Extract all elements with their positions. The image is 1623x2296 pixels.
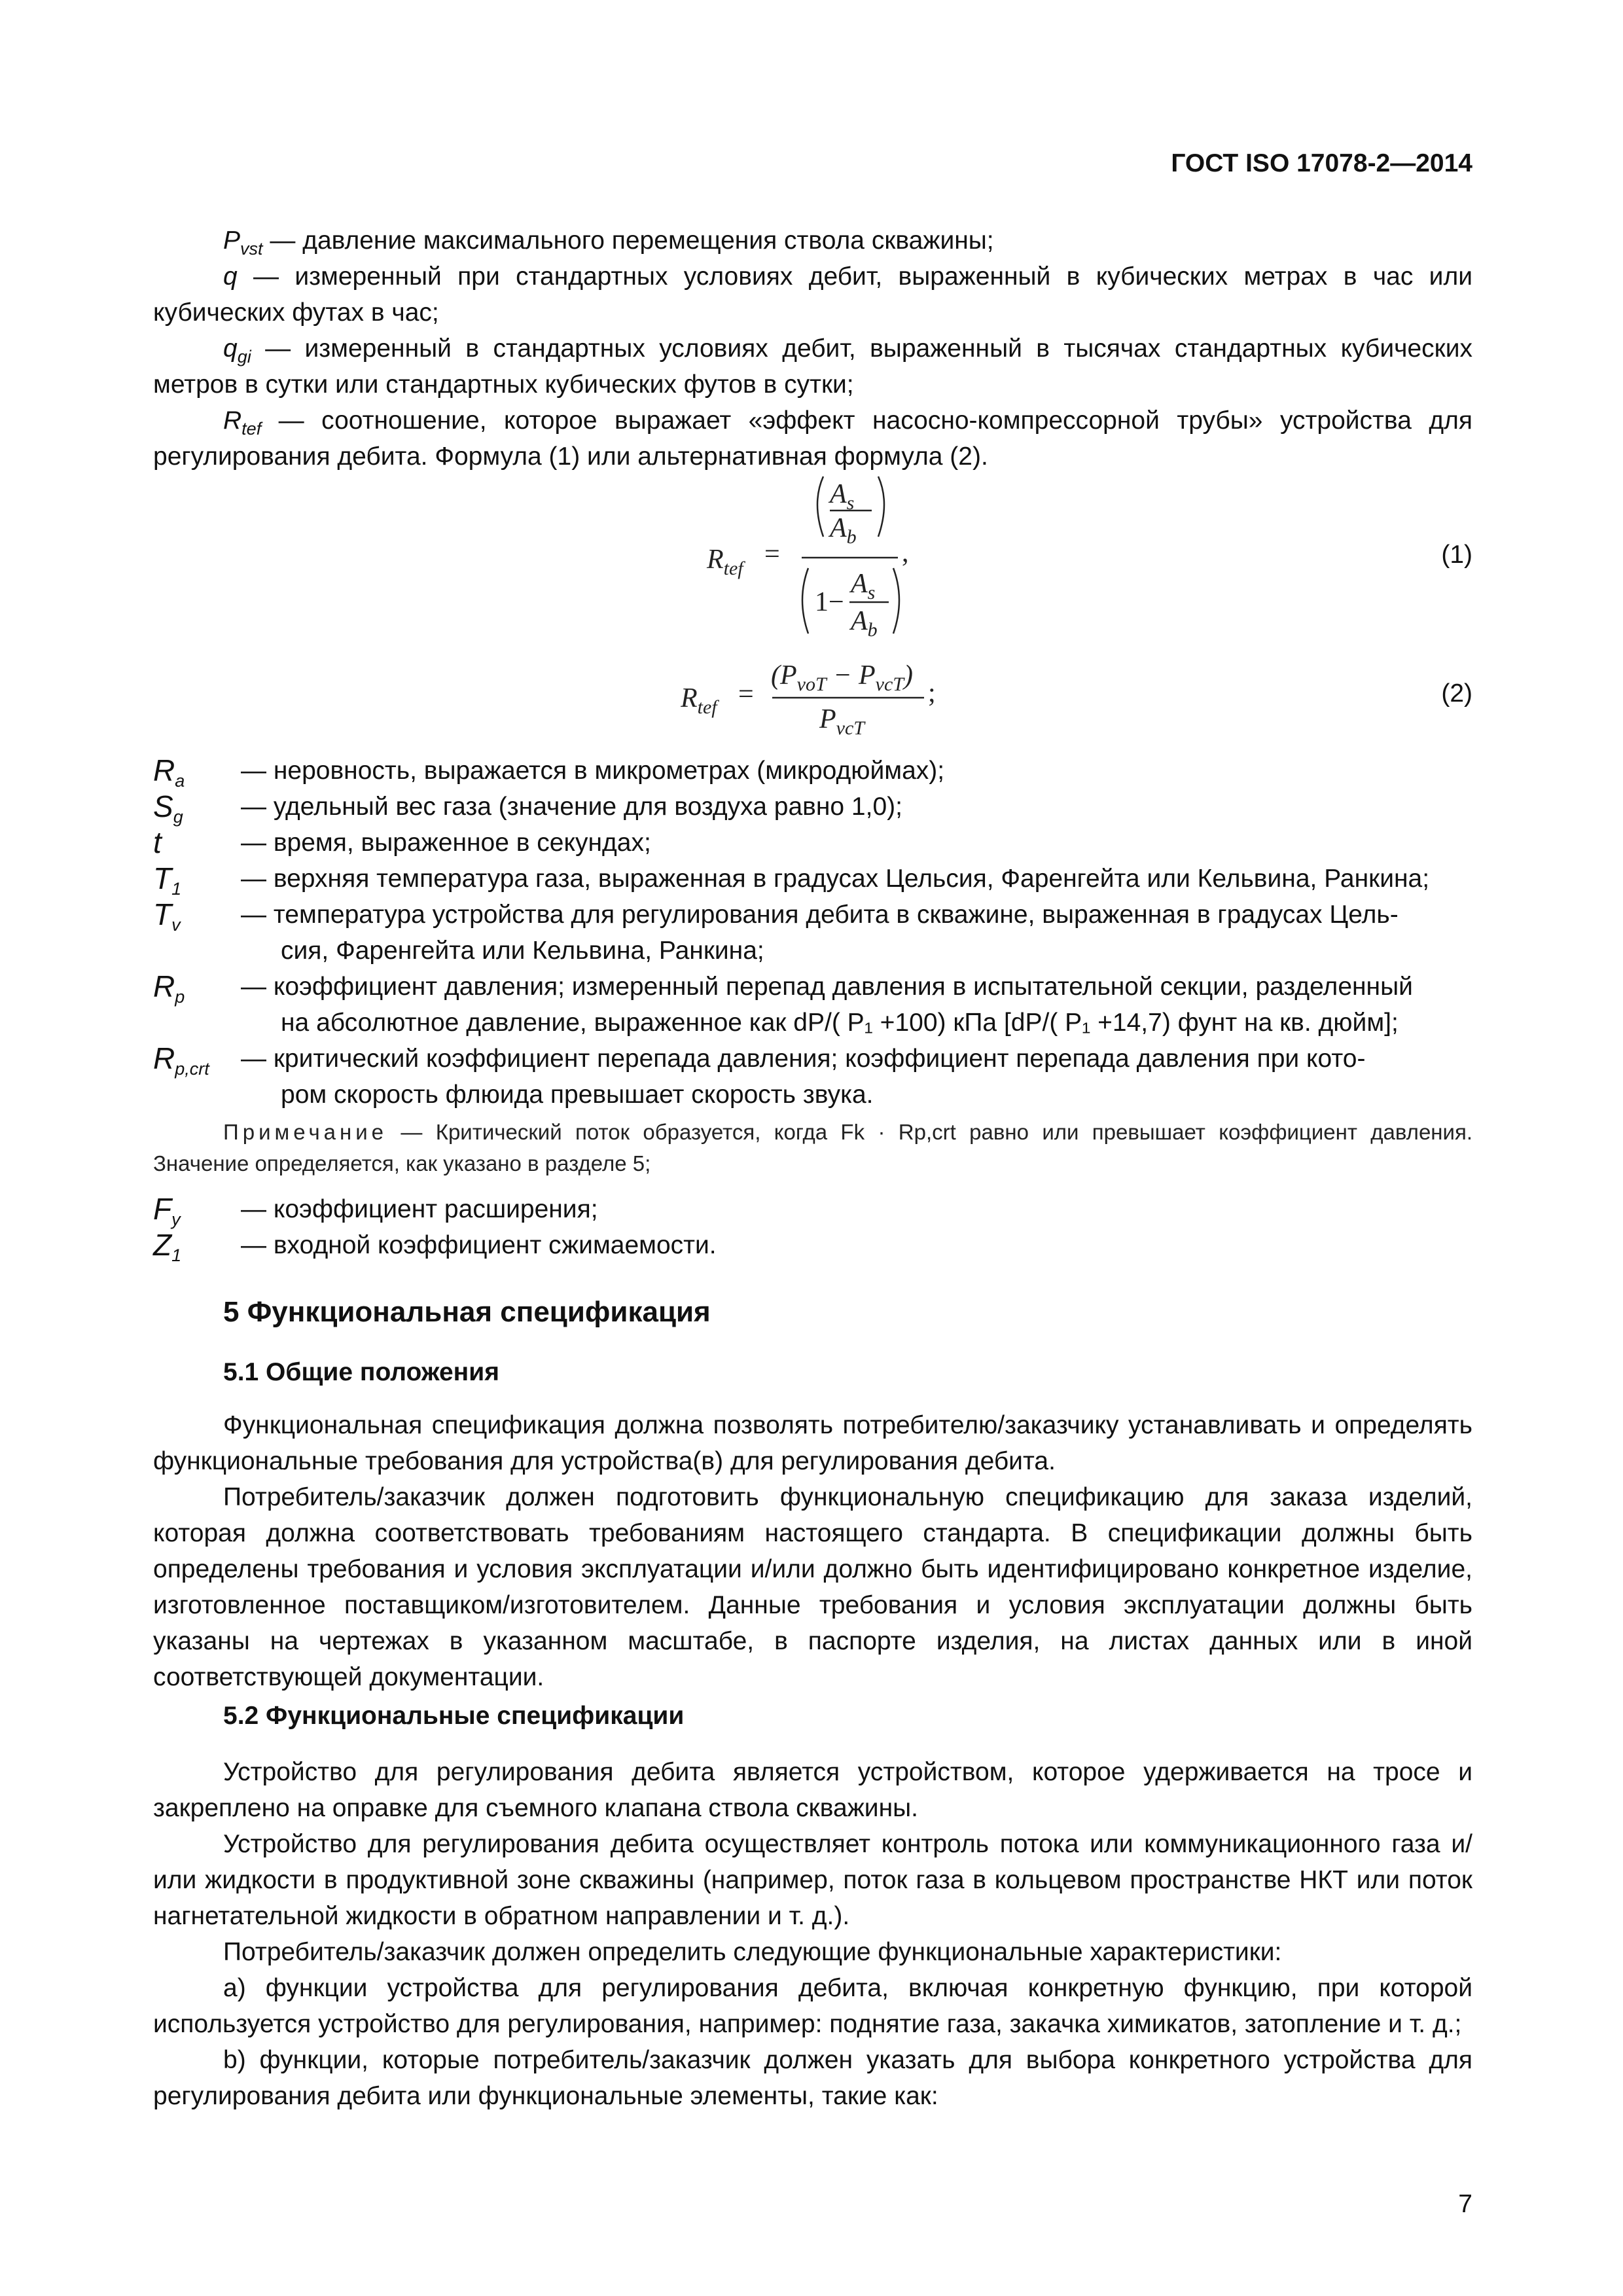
svg-text:PvcT: $P_{vcT}$ — [819, 704, 865, 739]
svg-text:Rtef: $R_{tef}$ — [707, 545, 743, 579]
note — [153, 1117, 1472, 1179]
s52-item-a: a) функции устройства для регулирования дебита, включая конкретную функцию, при которой используется устройство для регулирования, например: поднятие газа, закачка химикатов, затопление и т. д.; — [153, 1974, 1472, 2038]
section-5-1-title: 5.1 Общие положения — [223, 1358, 499, 1386]
s52-item-b: b) функции, которые потребитель/заказчик должен указать для выбора конкретного устройства для регулирования дебита или функциональные элементы, такие как: — [153, 2046, 1472, 2110]
def-pvst: $P_{vst}$ — давление максимального перемещения ствола скважины; — [223, 226, 994, 259]
s52-paragraph-1: Устройство для регулирования дебита является устройством, которое удерживается на тросе и закреплено на оправке для съемного клапана ствола скважины. — [153, 1758, 1472, 1822]
svg-text:Rtef: $R_{tef}$ — [681, 683, 717, 718]
svg-text:Ab: $A_b$ — [851, 606, 878, 641]
s52-paragraph-3: Потребитель/заказчик должен определить следующие функциональные характеристики: — [223, 1938, 1282, 1966]
formula-2-number: (2) — [1441, 679, 1472, 708]
section-5-title: 5 Функциональная спецификация — [223, 1296, 711, 1328]
section-5-2-title: 5.2 Функциональные спецификации — [223, 1702, 685, 1730]
standard-header: ГОСТ ISO 17078-2—2014 — [1171, 149, 1472, 177]
s52-paragraph-2: Устройство для регулирования дебита осуществляет контроль потока или коммуникационного газа и/или жидкости в продуктивной зоне скважины (например, поток газа в кольцевом пространстве НКТ или поток нагнетательной жидкости в обратном направлении и т. д.). — [153, 1830, 1472, 1930]
svg-text:(PvoT − PvcT): $(P_{voT} - P_{vcT})$ — [771, 660, 913, 695]
note-label: Примечание — [223, 1120, 388, 1144]
document-page: ГОСТ ISO 17078-2—2014 $P_{vst}$ — давление максимального перемещения ствола скважины; q — измеренный при стандартных условиях дебит, выраженный в кубических метрах в час или кубических футах в час; $q_{gi}$ — измеренный в стандартных условиях дебит, выраженный в тысячах стандартных кубических метров в сутки или стандартных кубических футов в сутки; $R_{tef}$ — соотношение, которое выражает «эффект насосно-компрессорной трубы» устройства для регулирования дебита. Формула (1) или альтернативная формула (2). $R_{tef}$ = $A_s$ $A_b$ , 1− $A_s$ $A_b$ (1) $R_{tef}$ = $(P_{voT} - P_{vcT})$ ; $P_{vcT}$ (2) $R_a$ — неровность, выражается в микрометрах (микродюймах); $S_g$ — удельный вес газа (значение для воздуха равно 1,0); t — время, выраженное в секундах; $T_1$ — верхняя температура газа, выраженная в градусах Цельсия, Фаренгейта или Кельвина, Ранкина; $T_v$ — температура устройства для регулирования дебита в скважине, выраженная в градусах Цель- сия, Фаренгейта или Кельвина, Ранкина; $R_p$ — коэффициент давления; измеренный перепад давления в испытательной секции, разделенный на абсолютное давление, выраженное как dP/( P₁ +100) кПа [dP/( P₁ +14,7) фунт на кв. дюйм]; $R_{p,crt}$ — критический коэффициент перепада давления; коэффициент перепада давления при кото- ром скорость флюида превышает скорость звука. Примечание — Критический поток образуется, когда Fk · Rp,crt равно или превышает коэффициент давления. Значение определяется, как указано в разделе 5; $F_y$ — коэффициент расширения; $Z_1$ — входной коэффициент сжимаемости. 5 Функциональная спецификация 5.1 Общие положения Функциональная спецификация должна позволять потребителю/заказчику устанавливать и определять функциональные требования для устройства(в) для регулирования дебита. Потребитель/заказчик должен подготовить функциональную спецификацию для заказа изделий, которая должна соответствовать требованиям настоящего стандарта. В спецификации должны быть определены требования и условия эксплуатации и/или должно быть идентифицировано конкретное изделие, изготовленное поставщиком/изготовителем. Данные требования и условия эксплуатации должны быть указаны на чертежах в указанном масштабе, в паспорте изделия, на листах данных или в иной соответствующей документации. 5.2 Функциональные спецификации Устройство для регулирования дебита является устройством, которое удерживается на тросе и закреплено на оправке для съемного клапана ствола скважины. Устройство для регулирования дебита осуществляет контроль потока или коммуникационного газа и/или жидкости в продуктивной зоне скважины (например, поток газа в кольцевом пространстве НКТ или поток нагнетательной жидкости в обратном направлении и т. д.). Потребитель/заказчик должен определить следующие функциональные характеристики: a) функции устройства для регулирования дебита, включая конкретную функцию, при которой используется устройство для регулирования, например: поднятие газа, закачка химикатов, затопление и т. д.; b) функции, которые потребитель/заказчик должен указать для выбора конкретного устройства для регулирования дебита или функциональные элементы, такие как: 7 — [153, 149, 1472, 2218]
svg-text:As: $A_s$ — [851, 569, 876, 603]
s51-paragraph-2: Потребитель/заказчик должен подготовить функциональную спецификацию для заказа изделий, которая должна соответствовать требованиям настоящего стандарта. В спецификации должны быть определены требования и условия эксплуатации и/или должно быть идентифицировано конкретное изделие, изготовленное поставщиком/изготовителем. Данные требования и условия эксплуатации должны быть указаны на чертежах в указанном масштабе, в паспорте изделия, на листах данных или в иной соответствующей документации. — [153, 1483, 1472, 1691]
formula-1-number: (1) — [1441, 541, 1472, 569]
def-qgi: $q_{gi}$ — измеренный в стандартных условиях дебит, выраженный в тысячах стандартных кубических метров в сутки или стандартных кубических футов в сутки; — [153, 334, 1472, 399]
svg-text:As: $A_s$ — [830, 479, 855, 514]
svg-text:=: = — [764, 539, 780, 569]
svg-text:=: = — [738, 679, 754, 709]
svg-text:Ab: $A_b$ — [830, 513, 857, 548]
s51-paragraph-1: Функциональная спецификация должна позволять потребителю/заказчику устанавливать и определять функциональные требования для устройства(в) для регулирования дебита. — [153, 1411, 1472, 1475]
svg-text:,: , — [902, 538, 909, 568]
formula-2-graphic — [681, 655, 969, 746]
svg-text:;: ; — [928, 678, 936, 708]
def-rtef: $R_{tef}$ — соотношение, которое выражает «эффект насосно-компрессорной трубы» устройства для регулирования дебита. Формула (1) или альтернативная формула (2). — [153, 406, 1472, 471]
svg-text:1−: 1− — [815, 587, 844, 617]
def-q: q — измеренный при стандартных условиях дебит, выраженный в кубических метрах в час или кубических футах в час; — [153, 262, 1472, 327]
page-number: 7 — [1458, 2190, 1472, 2218]
note-text: — Критический поток образуется, когда Fk · Rp,crt равно или превышает коэффициент давления. Значение определяется, как указано в разделе 5; — [153, 1120, 1472, 1175]
formula-1-graphic — [694, 471, 955, 648]
